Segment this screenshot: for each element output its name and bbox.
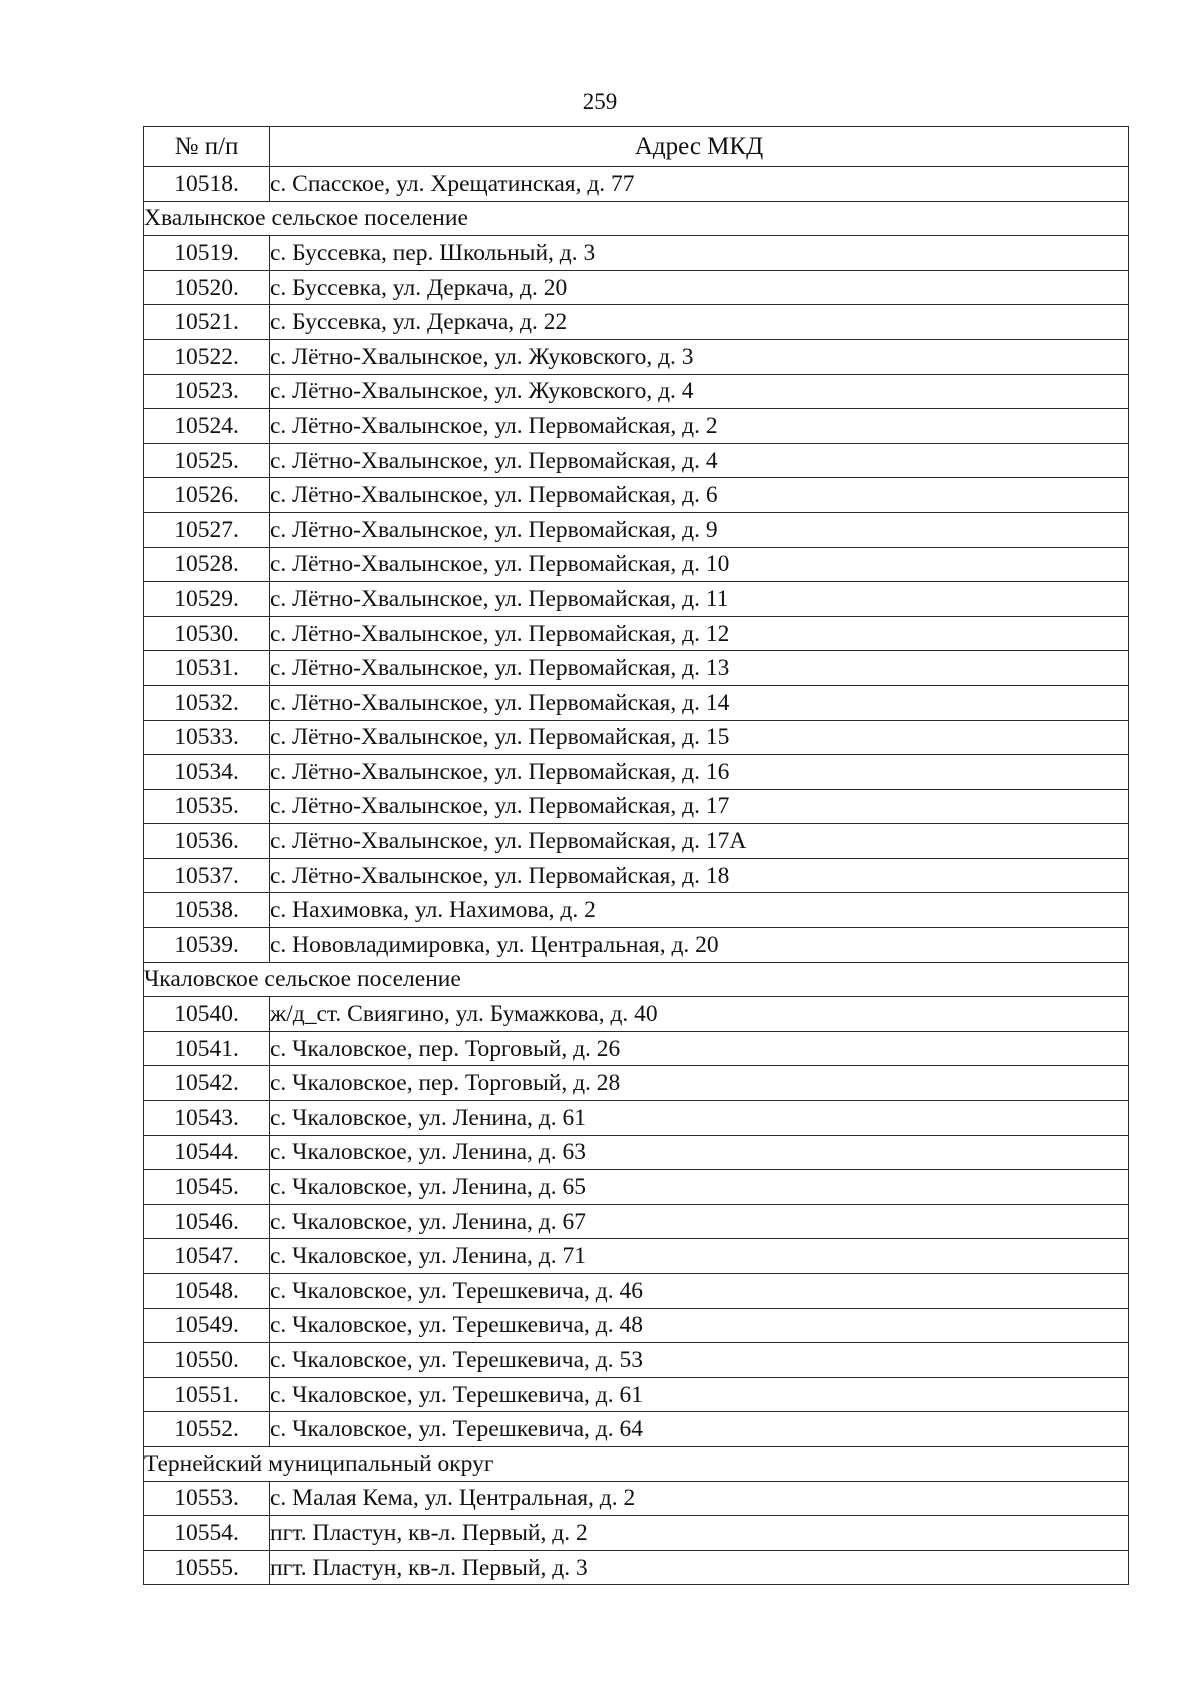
row-address: с. Нахимовка, ул. Нахимова, д. 2: [270, 893, 1129, 928]
table-row: [144, 1101, 1129, 1136]
table-row: [144, 720, 1129, 755]
row-address: с. Чкаловское, ул. Ленина, д. 63: [270, 1135, 1129, 1170]
table-row: [144, 755, 1129, 790]
row-number: 10524.: [144, 409, 270, 444]
table-row: [144, 1516, 1129, 1551]
row-number: 10541.: [144, 1031, 270, 1066]
row-address: с. Чкаловское, ул. Терешкевича, д. 48: [270, 1308, 1129, 1343]
page-number: 259: [582, 89, 618, 114]
table-row: [144, 443, 1129, 478]
row-number: 10534.: [144, 755, 270, 790]
row-number: 10553.: [144, 1481, 270, 1516]
row-address: с. Буссевка, пер. Школьный, д. 3: [270, 236, 1129, 271]
row-number: 10518.: [144, 167, 270, 202]
table-row: [144, 1274, 1129, 1309]
column-header-address: Адрес МКД: [270, 127, 1129, 167]
row-address: с. Чкаловское, ул. Терешкевича, д. 64: [270, 1412, 1129, 1447]
row-address: с. Чкаловское, ул. Ленина, д. 71: [270, 1239, 1129, 1274]
row-address: с. Чкаловское, пер. Торговый, д. 28: [270, 1066, 1129, 1101]
table-header-row: [144, 127, 1129, 167]
table-row: [144, 893, 1129, 928]
table-row: [144, 478, 1129, 513]
row-address: с. Чкаловское, ул. Ленина, д. 61: [270, 1101, 1129, 1136]
row-number: 10545.: [144, 1170, 270, 1205]
section-row: [144, 201, 1129, 236]
table-row: [144, 651, 1129, 686]
row-address: с. Чкаловское, ул. Терешкевича, д. 53: [270, 1343, 1129, 1378]
row-number: 10543.: [144, 1101, 270, 1136]
row-address: с. Лётно-Хвалынское, ул. Первомайская, д. 11: [270, 582, 1129, 617]
row-address: с. Чкаловское, пер. Торговый, д. 26: [270, 1031, 1129, 1066]
table-row: [144, 1481, 1129, 1516]
row-address: с. Лётно-Хвалынское, ул. Первомайская, д. 16: [270, 755, 1129, 790]
row-number: 10529.: [144, 582, 270, 617]
row-number: 10538.: [144, 893, 270, 928]
table-row: [144, 582, 1129, 617]
row-address: с. Лётно-Хвалынское, ул. Первомайская, д. 10: [270, 547, 1129, 582]
row-number: 10547.: [144, 1239, 270, 1274]
table-row: [144, 1031, 1129, 1066]
table-row: [144, 547, 1129, 582]
row-address: с. Лётно-Хвалынское, ул. Первомайская, д. 12: [270, 616, 1129, 651]
row-address: с. Чкаловское, ул. Терешкевича, д. 61: [270, 1377, 1129, 1412]
row-address: с. Чкаловское, ул. Ленина, д. 67: [270, 1204, 1129, 1239]
row-address: с. Лётно-Хвалынское, ул. Первомайская, д. 15: [270, 720, 1129, 755]
row-address: с. Буссевка, ул. Деркача, д. 20: [270, 270, 1129, 305]
row-number: 10551.: [144, 1377, 270, 1412]
row-number: 10555.: [144, 1550, 270, 1585]
column-header-number: № п/п: [144, 127, 270, 167]
row-number: 10522.: [144, 339, 270, 374]
row-number: 10546.: [144, 1204, 270, 1239]
table-row: [144, 1066, 1129, 1101]
table-row: [144, 167, 1129, 202]
table-row: [144, 1412, 1129, 1447]
row-address: с. Лётно-Хвалынское, ул. Жуковского, д. 4: [270, 374, 1129, 409]
row-address: ж/д_ст. Свиягино, ул. Бумажкова, д. 40: [270, 997, 1129, 1032]
row-number: 10549.: [144, 1308, 270, 1343]
row-address: с. Лётно-Хвалынское, ул. Первомайская, д. 6: [270, 478, 1129, 513]
section-row: [144, 962, 1129, 997]
row-number: 10526.: [144, 478, 270, 513]
table-row: [144, 1377, 1129, 1412]
row-address: с. Лётно-Хвалынское, ул. Первомайская, д. 17: [270, 789, 1129, 824]
row-number: 10531.: [144, 651, 270, 686]
table-row: [144, 512, 1129, 547]
row-number: 10533.: [144, 720, 270, 755]
row-address: с. Лётно-Хвалынское, ул. Первомайская, д. 14: [270, 685, 1129, 720]
table-row: [144, 1239, 1129, 1274]
table-row: [144, 928, 1129, 963]
row-address: с. Лётно-Хвалынское, ул. Первомайская, д. 18: [270, 858, 1129, 893]
table-row: [144, 789, 1129, 824]
row-number: 10537.: [144, 858, 270, 893]
table-row: [144, 616, 1129, 651]
row-number: 10523.: [144, 374, 270, 409]
row-number: 10532.: [144, 685, 270, 720]
section-title: Тернейский муниципальный округ: [144, 1446, 1129, 1481]
table-row: [144, 1135, 1129, 1170]
table-row: [144, 1343, 1129, 1378]
table-row: [144, 1204, 1129, 1239]
table-row: [144, 1170, 1129, 1205]
table-row: [144, 824, 1129, 859]
section-title: Чкаловское сельское поселение: [144, 962, 1129, 997]
table-row: [144, 1308, 1129, 1343]
table-row: [144, 1550, 1129, 1585]
table-row: [144, 339, 1129, 374]
row-number: 10550.: [144, 1343, 270, 1378]
row-number: 10528.: [144, 547, 270, 582]
row-number: 10525.: [144, 443, 270, 478]
row-address: пгт. Пластун, кв-л. Первый, д. 3: [270, 1550, 1129, 1585]
table-body: [144, 167, 1129, 1585]
table-row: [144, 305, 1129, 340]
row-number: 10535.: [144, 789, 270, 824]
row-number: 10540.: [144, 997, 270, 1032]
row-number: 10521.: [144, 305, 270, 340]
row-address: с. Чкаловское, ул. Ленина, д. 65: [270, 1170, 1129, 1205]
row-number: 10520.: [144, 270, 270, 305]
section-row: [144, 1446, 1129, 1481]
row-address: с. Малая Кема, ул. Центральная, д. 2: [270, 1481, 1129, 1516]
row-number: 10536.: [144, 824, 270, 859]
row-number: 10542.: [144, 1066, 270, 1101]
table-row: [144, 685, 1129, 720]
row-address: с. Чкаловское, ул. Терешкевича, д. 46: [270, 1274, 1129, 1309]
section-title: Хвалынское сельское поселение: [144, 201, 1129, 236]
row-address: с. Лётно-Хвалынское, ул. Первомайская, д. 17А: [270, 824, 1129, 859]
row-number: 10519.: [144, 236, 270, 271]
row-address: пгт. Пластун, кв-л. Первый, д. 2: [270, 1516, 1129, 1551]
row-address: с. Нововладимировка, ул. Центральная, д. 20: [270, 928, 1129, 963]
table-row: [144, 270, 1129, 305]
row-number: 10530.: [144, 616, 270, 651]
row-number: 10554.: [144, 1516, 270, 1551]
row-number: 10544.: [144, 1135, 270, 1170]
table-row: [144, 997, 1129, 1032]
row-number: 10548.: [144, 1274, 270, 1309]
mkd-address-table: [143, 126, 1129, 1585]
row-number: 10527.: [144, 512, 270, 547]
table-row: [144, 858, 1129, 893]
row-address: с. Спасское, ул. Хрещатинская, д. 77: [270, 167, 1129, 202]
row-address: с. Лётно-Хвалынское, ул. Первомайская, д. 2: [270, 409, 1129, 444]
table-row: [144, 409, 1129, 444]
row-address: с. Буссевка, ул. Деркача, д. 22: [270, 305, 1129, 340]
row-address: с. Лётно-Хвалынское, ул. Жуковского, д. 3: [270, 339, 1129, 374]
row-address: с. Лётно-Хвалынское, ул. Первомайская, д. 13: [270, 651, 1129, 686]
row-address: с. Лётно-Хвалынское, ул. Первомайская, д. 9: [270, 512, 1129, 547]
table-row: [144, 236, 1129, 271]
row-number: 10539.: [144, 928, 270, 963]
row-address: с. Лётно-Хвалынское, ул. Первомайская, д. 4: [270, 443, 1129, 478]
row-number: 10552.: [144, 1412, 270, 1447]
table-row: [144, 374, 1129, 409]
